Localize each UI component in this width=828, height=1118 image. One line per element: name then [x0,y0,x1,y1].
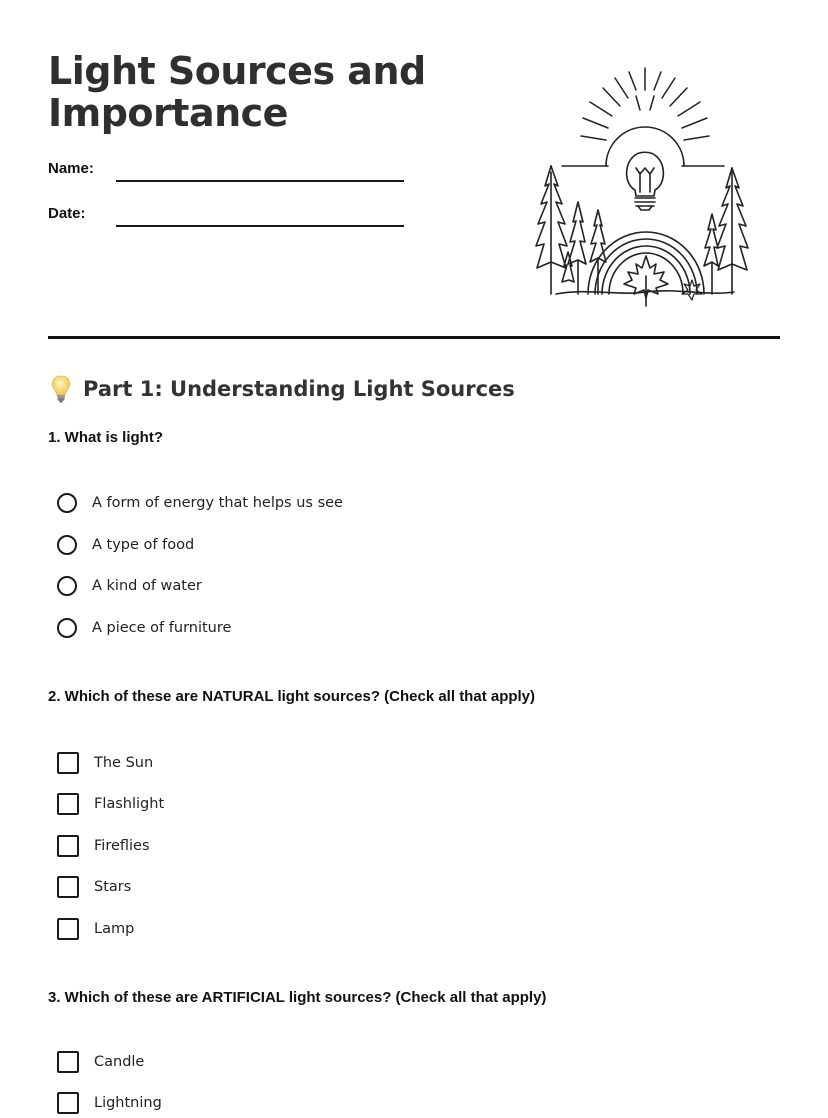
q1-option-2[interactable] [57,533,194,557]
option-label: Lightning [94,1095,162,1111]
q3-option-2[interactable] [57,1091,162,1115]
option-label: A kind of water [92,578,202,594]
q3-option-1[interactable] [57,1050,144,1074]
option-label: Fireflies [94,838,150,854]
option-label: A piece of furniture [92,620,232,636]
radio-button[interactable] [57,535,77,555]
checkbox[interactable] [57,876,79,898]
checkbox[interactable] [57,752,79,774]
bulb [627,152,664,210]
option-label: Stars [94,879,132,895]
question-3: 3. Which of these are ARTIFICIAL light sources? (Check all that apply) [48,989,547,1006]
date-field[interactable] [116,225,404,227]
option-label: A type of food [92,537,195,553]
checkbox[interactable] [57,1051,79,1073]
lightbulb-illustration-icon [528,62,764,312]
date-label: Date: [48,205,86,222]
part1-heading [48,374,515,404]
option-label: Flashlight [94,796,165,812]
option-label: The Sun [94,755,154,771]
question-2: 2. Which of these are NATURAL light sources? (Check all that apply) [48,688,536,705]
title-line-1: Light Sources and [48,49,426,93]
checkbox[interactable] [57,918,79,940]
left-tree [536,166,567,294]
checkbox[interactable] [57,835,79,857]
q1-option-1[interactable] [57,491,343,515]
option-label: Lamp [94,921,135,937]
q2-option-3[interactable] [57,834,150,858]
name-field[interactable] [116,180,404,182]
option-label: Candle [94,1054,145,1070]
q2-option-2[interactable] [57,792,164,816]
lightbulb-icon [48,374,74,404]
sun-rays [581,68,709,140]
q1-option-4[interactable] [57,616,231,640]
q2-option-4[interactable] [57,875,131,899]
question-1: 1. What is light? [48,429,163,446]
radio-button[interactable] [57,576,77,596]
checkbox[interactable] [57,1092,79,1114]
title-line-2: Importance [48,91,288,135]
left-small-trees [562,202,606,294]
worksheet-title [48,50,468,134]
part1-heading-text: Part 1: Understanding Light Sources [83,377,515,401]
q2-option-1[interactable] [57,751,153,775]
q2-option-5[interactable] [57,917,134,941]
name-label: Name: [48,160,94,177]
checkbox[interactable] [57,793,79,815]
q1-option-3[interactable] [57,574,202,598]
option-label: A form of energy that helps us see [92,495,343,511]
radio-button[interactable] [57,618,77,638]
header-divider [48,336,780,339]
radio-button[interactable] [57,493,77,513]
right-tree [704,168,748,294]
maple-leaf [624,256,668,306]
